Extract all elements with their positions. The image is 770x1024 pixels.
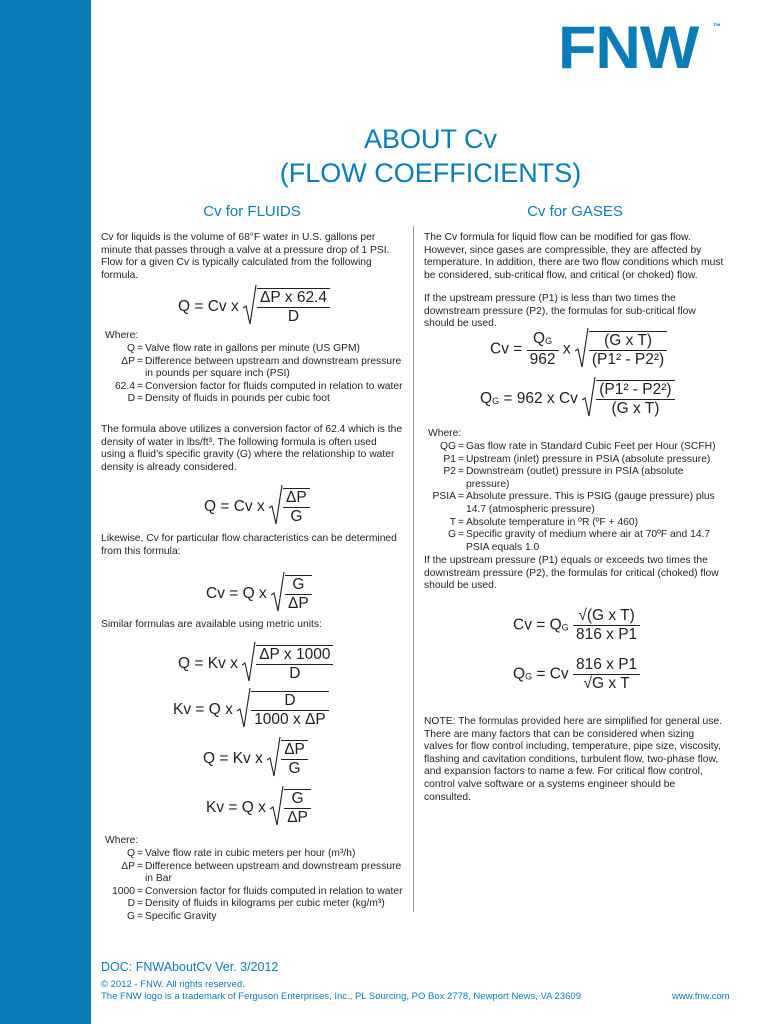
formula-q: Q	[513, 665, 526, 683]
trademark-mark: ™	[713, 22, 721, 31]
definition-term: P1	[443, 453, 456, 465]
formula-lhs: Kv = Q x	[206, 799, 266, 817]
definition-row	[101, 848, 403, 861]
radical	[267, 740, 308, 778]
equals-sign: =	[136, 885, 143, 897]
definition-text: Absolute pressure. This is PSIG (gauge pressure) plus 14.7 (atmospheric pressure)	[466, 491, 715, 515]
formula-q-sub: G	[525, 671, 533, 682]
gases-note: NOTE: The formulas provided here are simplified for general use. There are many factors that can be considered when sizing valves for flow control including, temperature, pipe size, viscosity, flashing and cavitation conditions, turbulent flow, two-phase flow, and expansion factors to name a few. For critical flow control, control valve software or a systems engineer should be consulted.	[424, 716, 722, 803]
definition-row	[424, 517, 726, 530]
definition-term: 1000	[112, 885, 135, 897]
definition-text: Specific Gravity	[145, 910, 217, 922]
formula-numerator: √(G x T)	[573, 607, 640, 626]
definition-text: Absolute temperature in ºR (ºF + 460)	[466, 516, 639, 528]
formula-denominator: D	[287, 308, 300, 325]
formula-denominator: G	[288, 760, 301, 777]
fluids-where2-label: Where:	[105, 835, 139, 846]
definition-row	[424, 466, 726, 491]
formula-denominator: √G x T	[583, 675, 630, 692]
trademark-text: The FNW logo is a trademark of Ferguson Enterprises, Inc., PL Sourcing, PO Box 2778, Newport News, VA 23609	[101, 991, 581, 1002]
radical	[575, 331, 667, 369]
equals-sign: =	[136, 380, 143, 392]
definition-text: Upstream (inlet) pressure in PSIA (absolute pressure)	[466, 453, 711, 465]
formula-q-sub: G	[561, 622, 569, 633]
fluids-heading: Cv for FLUIDS	[203, 203, 301, 220]
fluids-metric-definitions	[101, 848, 403, 924]
formula-lhs: Cv = Q x	[206, 585, 267, 603]
website-link[interactable]: www.fnw.com	[672, 991, 730, 1002]
definition-row	[101, 356, 403, 381]
formula-numerator: D	[251, 692, 329, 711]
page-title-line1: ABOUT Cv	[363, 124, 498, 154]
formula-lhs: = Cv	[532, 665, 569, 683]
definition-text: Specific gravity of medium where air at 70ºF and 14.7 PSIA equals 1.0	[466, 529, 711, 553]
formula-q: Q	[533, 330, 546, 347]
formula-denominator: (P1² - P2²)	[591, 350, 665, 368]
formula-numerator: ΔP	[283, 489, 310, 508]
fluids-formula-2	[204, 488, 310, 526]
equals-sign: =	[457, 491, 464, 503]
formula-lhs: Q = Cv x	[178, 298, 239, 316]
column-divider	[413, 226, 414, 912]
definition-text: Density of fluids in pounds per cubic foot	[145, 393, 330, 405]
gases-formula-2	[480, 380, 675, 418]
definition-row	[101, 393, 403, 406]
page-title-line2: (FLOW COEFFICIENTS)	[279, 158, 582, 188]
left-accent-bar	[0, 0, 91, 1024]
definition-row	[424, 441, 726, 454]
formula-lhs: Kv = Q x	[173, 701, 233, 719]
gases-where-label: Where:	[428, 428, 462, 439]
formula-times: x	[562, 340, 571, 358]
fluids-formula-7	[206, 789, 311, 827]
radical	[243, 288, 330, 326]
equals-sign: =	[457, 466, 464, 478]
definition-row	[424, 454, 726, 467]
fluids-paragraph-4: Similar formulas are available using metric units:	[101, 619, 322, 630]
definition-row	[424, 529, 726, 554]
formula-denominator: 1000 x ΔP	[254, 711, 326, 728]
fluids-intro: Cv for liquids is the volume of 68°F water in U.S. gallons per minute that passes through a valve at a pressure drop of 1 PSI. Flow for a given Cv is typically calculated from the following formula.	[101, 232, 390, 281]
definition-term: ΔP	[121, 860, 135, 872]
formula-lhs: Cv =	[490, 340, 523, 358]
gases-heading: Cv for GASES	[527, 203, 623, 220]
radical	[582, 380, 674, 418]
fluids-paragraph-3: Likewise, Cv for particular flow characteristics can be determined from this formula:	[101, 533, 397, 557]
equals-sign: =	[136, 343, 143, 354]
radical	[270, 789, 311, 827]
definition-row	[101, 343, 403, 356]
equals-sign: =	[136, 898, 143, 910]
definition-text: Difference between upstream and downstream pressure in pounds per square inch (PSI)	[145, 355, 402, 380]
equals-sign: =	[136, 848, 143, 859]
definition-term: Q	[126, 848, 135, 859]
definition-term: QG	[439, 441, 456, 452]
fluids-formula-5	[173, 691, 329, 729]
gases-formula-4	[513, 656, 640, 693]
formula-lhs: = 962 x Cv	[499, 390, 578, 408]
definition-text: Gas flow rate in Standard Cubic Feet per Hour (SCFH)	[466, 441, 716, 452]
fluids-definitions	[101, 343, 403, 406]
formula-numerator: (P1² - P2²)	[596, 381, 674, 400]
copyright-text: © 2012 - FNW. All rights reserved.	[101, 979, 245, 990]
fluids-where-label: Where:	[105, 330, 139, 341]
equals-sign: =	[457, 453, 464, 465]
definition-row	[101, 886, 403, 899]
document-id: DOC: FNWAboutCv Ver. 3/2012	[101, 960, 279, 974]
definition-term: ΔP	[121, 355, 135, 367]
equals-sign: =	[136, 393, 143, 405]
formula-lhs: Cv = Q	[513, 616, 562, 634]
gases-formula-3	[513, 607, 640, 644]
definition-term: G	[447, 529, 456, 541]
formula-denominator: D	[289, 665, 301, 682]
definition-row	[424, 491, 726, 516]
definition-text: Density of fluids in kilograms per cubic meter (kg/m³)	[145, 898, 385, 910]
gases-paragraph-3: If the upstream pressure (P1) equals or exceeds two times the downstream pressure (P2), the formulas for critical (choked) flow should be used.	[424, 555, 719, 592]
formula-denominator: ΔP	[287, 809, 308, 826]
equals-sign: =	[457, 441, 464, 452]
formula-denominator: ΔP	[288, 595, 309, 612]
equals-sign: =	[136, 910, 143, 922]
definition-text: Valve flow rate in gallons per minute (US GPM)	[145, 343, 360, 354]
gases-intro: The Cv formula for liquid flow can be modified for gas flow. However, since gases are compressible, they are affected by temperature. In addition, there are two flow conditions which must be considered, sub-critical flow, and critical (or choked) flow.	[424, 232, 724, 281]
definition-row	[101, 861, 403, 886]
definition-text: Conversion factor for fluids computed in relation to water	[145, 885, 403, 897]
definition-text: Downstream (outlet) pressure in PSIA (absolute pressure)	[466, 466, 684, 490]
formula-numerator: ΔP x 62.4	[257, 289, 330, 308]
equals-sign: =	[457, 516, 464, 528]
definition-term: T	[449, 516, 456, 528]
definition-row	[101, 911, 403, 924]
equals-sign: =	[136, 860, 143, 872]
gases-paragraph-2: If the upstream pressure (P1) is less than two times the downstream pressure (P2), the formulas for sub-critical flow should be used.	[424, 293, 696, 330]
definition-term: Q	[126, 343, 135, 354]
formula-numerator: ΔP x 1000	[256, 646, 333, 665]
formula-q-sub: G	[545, 336, 553, 346]
fluids-paragraph-2: The formula above utilizes a conversion factor of 62.4 which is the density of water in lbs/ft³. The following formula is often used using a fluid’s specific gravity (G) where the relationship to water density is already considered.	[101, 424, 403, 473]
fnw-logo: FNW	[558, 14, 699, 81]
definition-text: Conversion factor for fluids computed in relation to water	[145, 380, 403, 392]
fluids-formula-4	[178, 645, 333, 683]
formula-denominator: (G x T)	[611, 400, 660, 417]
formula-q-sub: G	[492, 396, 500, 407]
formula-lhs: Q = Kv x	[203, 750, 263, 768]
radical	[242, 645, 333, 683]
gases-formula-1	[490, 330, 667, 369]
definition-term: 62.4	[114, 380, 135, 392]
definition-term: D	[127, 393, 135, 405]
formula-numerator: (G x T)	[589, 332, 667, 351]
formula-lhs: Q = Kv x	[178, 655, 238, 673]
formula-numerator: G	[284, 790, 311, 809]
definition-row	[101, 381, 403, 394]
definition-term: D	[127, 898, 135, 910]
equals-sign: =	[457, 529, 464, 541]
definition-text: Valve flow rate in cubic meters per hour (m³/h)	[145, 848, 356, 859]
definition-term: P2	[443, 466, 456, 478]
equals-sign: =	[136, 355, 143, 367]
definition-text: Difference between upstream and downstream pressure in Bar	[145, 860, 402, 885]
formula-q: Q	[480, 390, 493, 408]
gases-definitions	[424, 441, 726, 554]
fluids-formula-3	[206, 575, 312, 613]
formula-denominator-1: 962	[529, 351, 556, 368]
definition-row	[101, 898, 403, 911]
radical	[269, 488, 310, 526]
definition-term: G	[126, 910, 135, 922]
formula-denominator: 816 x P1	[576, 626, 638, 643]
formula-numerator: G	[285, 576, 312, 595]
fluids-formula-6	[203, 740, 308, 778]
formula-denominator: G	[290, 508, 303, 525]
formula-lhs: Q = Cv x	[204, 498, 265, 516]
formula-numerator: 816 x P1	[573, 656, 640, 675]
definition-term: PSIA	[432, 491, 456, 503]
radical	[271, 575, 312, 613]
radical	[237, 691, 329, 729]
fluids-formula-1	[178, 288, 330, 326]
formula-numerator: ΔP	[281, 741, 308, 760]
